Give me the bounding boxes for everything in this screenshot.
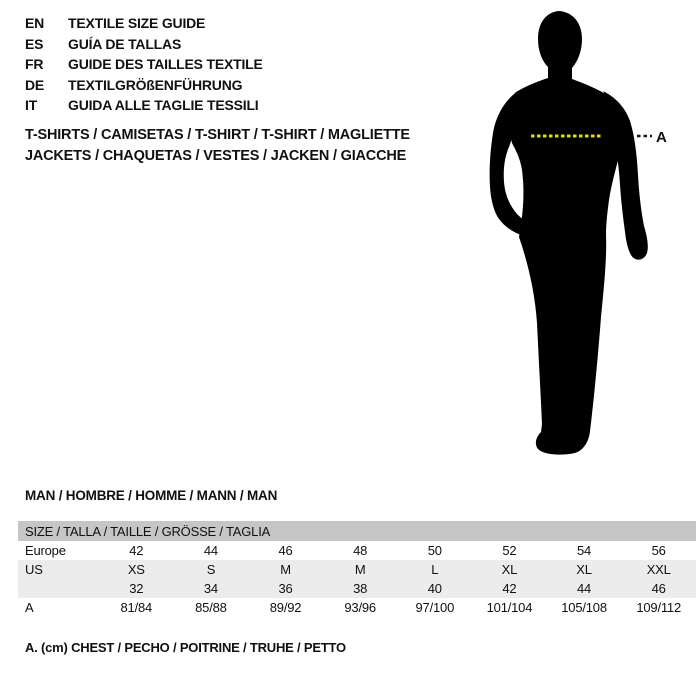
- row-label: US: [25, 562, 43, 577]
- language-code: FR: [25, 56, 44, 72]
- table-row-chest-a: [18, 598, 696, 617]
- language-row-de: [25, 75, 263, 96]
- row-label: [18, 579, 99, 598]
- size-cell: 101/104: [486, 600, 533, 615]
- table-row-us: [18, 560, 696, 579]
- size-cell: 48: [353, 543, 368, 558]
- language-code: ES: [25, 35, 44, 52]
- measure-label-a: A: [656, 129, 667, 146]
- size-cell: M: [354, 562, 366, 577]
- language-label: GUÍA DE TALLAS: [68, 35, 182, 52]
- table-row-numeric: [18, 579, 696, 598]
- measurement-figure: [485, 5, 675, 465]
- man-silhouette-svg: [485, 5, 675, 465]
- product-line-tshirts: T-SHIRTS / CAMISETAS / T-SHIRT / T-SHIRT / MAGLIETTE: [25, 127, 410, 143]
- size-cell: 85/88: [195, 600, 227, 615]
- size-cell: 38: [353, 581, 368, 596]
- size-cell: XL: [576, 562, 592, 577]
- language-row-en: [25, 13, 263, 34]
- language-label: GUIDA ALLE TAGLIE TESSILI: [68, 97, 259, 113]
- size-cell: XXL: [646, 562, 671, 577]
- size-cell: 93/96: [344, 600, 376, 615]
- row-label: A: [25, 600, 34, 615]
- size-cell: 46: [278, 543, 293, 558]
- row-label: Europe: [25, 543, 66, 558]
- size-cell: 40: [427, 581, 442, 596]
- language-label: TEXTILGRÖßENFÜHRUNG: [68, 76, 243, 93]
- table-row-europe: [18, 541, 696, 560]
- size-cell: 44: [203, 543, 218, 558]
- language-code: IT: [25, 97, 38, 113]
- language-row-es: [25, 34, 263, 55]
- size-cell: 56: [651, 543, 666, 558]
- size-cell: 32: [129, 581, 144, 596]
- size-cell: 46: [651, 581, 666, 596]
- language-label: TEXTILE SIZE GUIDE: [68, 15, 206, 31]
- size-cell: 97/100: [415, 600, 455, 615]
- size-table: [18, 521, 696, 617]
- measurement-footnote: A. (cm) CHEST / PECHO / POITRINE / TRUHE / PETTO: [25, 640, 346, 655]
- section-heading-man: MAN / HOMBRE / HOMME / MANN / MAN: [25, 488, 278, 503]
- size-cell: 81/84: [120, 600, 153, 615]
- size-cell: 109/112: [636, 600, 681, 615]
- size-table-header-row: [18, 521, 696, 541]
- size-cell: 54: [577, 543, 592, 558]
- language-guide-list: [25, 13, 263, 116]
- size-cell: XS: [127, 562, 145, 577]
- language-code: EN: [25, 15, 45, 31]
- size-cell: 105/108: [561, 600, 607, 615]
- language-code: DE: [25, 76, 45, 93]
- language-row-fr: [25, 54, 263, 75]
- size-cell: 52: [502, 543, 517, 558]
- size-cell: 42: [502, 581, 517, 596]
- size-table-header: SIZE / TALLA / TAILLE / GRÖSSE / TAGLIA: [18, 521, 696, 541]
- size-cell: XL: [501, 562, 518, 577]
- product-line-jackets: JACKETS / CHAQUETAS / VESTES / JACKEN / GIACCHE: [25, 148, 407, 164]
- size-cell: 36: [278, 581, 293, 596]
- language-row-it: [25, 95, 263, 116]
- size-cell: 44: [577, 581, 592, 596]
- language-label: GUIDE DES TAILLES TEXTILE: [68, 56, 263, 72]
- size-cell: 42: [129, 543, 144, 558]
- size-cell: 34: [203, 581, 218, 596]
- size-cell: 50: [427, 543, 442, 558]
- size-cell: S: [206, 562, 216, 577]
- size-cell: M: [280, 562, 291, 577]
- size-cell: L: [431, 562, 439, 577]
- size-cell: 89/92: [269, 600, 302, 615]
- product-category-lines: [25, 125, 410, 167]
